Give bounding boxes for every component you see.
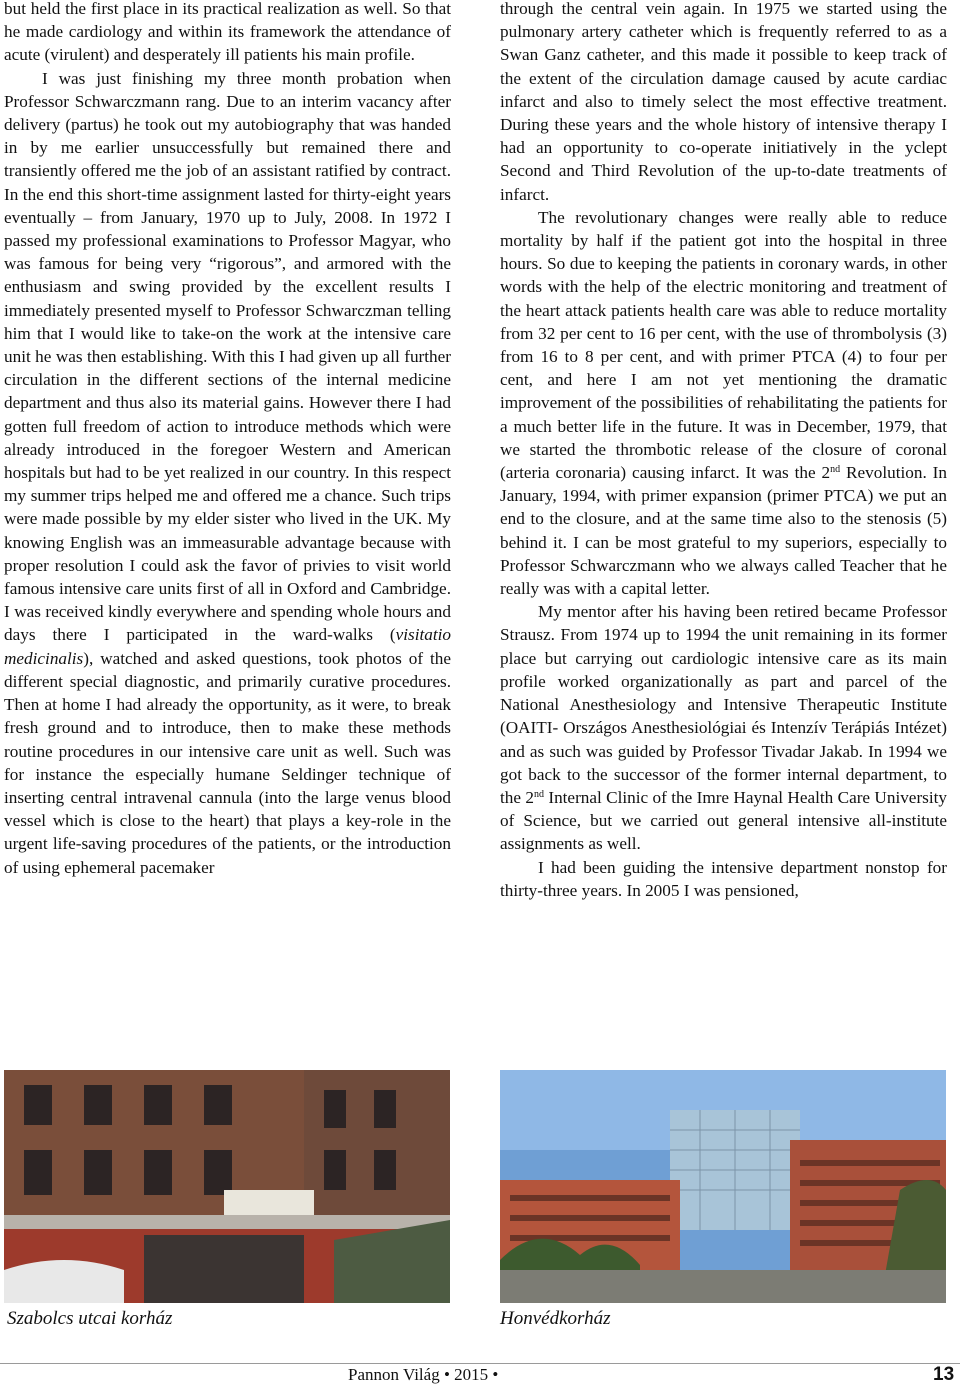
- paragraph-text: My mentor after his having been retired became Professor Strausz. From 1974 up to 1994 the unit remaining in its former place but carrying out cardiologic intensive care as its main profile worked organizationally as part and parcel of the National Anesthesiology and Intensive Therapeutic Institute (OAITI- Országos Anesthesiológiai és Intenzív Terápiás Intézet) and as such was guided by Professor Tivadar Jakab. In 1994 we got back to the successor of the former internal department, to the 2: [500, 602, 947, 807]
- paragraph: [500, 206, 947, 600]
- building-illustration: [500, 1070, 946, 1303]
- paragraph: through the central vein again. In 1975 we started using the pulmonary artery catheter which is frequently referred to as a Swan Ganz catheter, and this made it possible to keep track of the extent of the circulation damage caused by acute cardiac infarct and also to timely select the most effective treatment. During these years and the whole history of intensive therapy I had an opportunity to co-operate initiatively in the yclept Second and Third Revolution of the up-to-date treatments of infarct.: [500, 0, 947, 204]
- photo-caption: Honvédkorház: [500, 1308, 611, 1329]
- paragraph-text: ), watched and asked questions, took photos of the different special diagnostic, and primarily curative procedures. Then at home I had already the opportunity, as it were, to break fresh ground and to introduce, then to make these methods routine procedures in our intensive care unit as well. Such was for instance the especially humane Seldinger technique of inserting central intravenal cannula (into the large venus blood vessel which is close to the heart) that plays a key-role in the urgent life-saving procedures of the patients, or the introduction of using ephemeral pacemaker: [4, 648, 451, 877]
- paragraph: I had been guiding the intensive department nonstop for thirty-three years. In 2005 I was pensioned,: [500, 857, 947, 900]
- paragraph: [4, 67, 451, 879]
- paragraph: [500, 600, 947, 855]
- footer-divider: [0, 1363, 960, 1364]
- paragraph-text: I was just finishing my three month probation when Professor Schwarczmann rang. Due to an interim vacancy after delivery (partus) he took out my autobiography that was handed in by me earlier unsuccessfully but remained there and transiently offered me the job of an assistant ratified by contract. In the end this short-time assignment lasted for thirty-eight years eventually – from January, 1970 up to July, 2008. In 1972 I passed my professional examinations to Professor Magyar, who was famous for being very “rigorous”, and armored with the enthusiasm and swing provided by the excellent results I immediately presented myself to Professor Schwarczman telling him that I would like to take-on the work at the intensive care unit he was then establishing. With this I had given up all further circulation in the different sections of the internal medicine department and thus also its material gains. However there I had gotten full freedom of action to introduce methods which were already introduced in the foregoer Western and American hospitals but had to be yet realized in our country. In this respect my summer trips helped me and offered me a chance. Such trips were made possible by my elder sister who lived in the UK. My knowing English was an immeasurable advantage because with proper resolution I could ask the favor of privies to visit world famous intensive care units first of all in Oxford and Cambridge. I was received kindly everywhere and spending whole hours and days there I participated in the ward-walks (: [4, 68, 451, 645]
- paragraph: but held the first place in its practical realization as well. So that he made cardiology and within its framework the attendance of acute (virulent) and desperately ill patients his main profile.: [4, 0, 451, 65]
- superscript: nd: [533, 788, 544, 800]
- paragraph-text: Revolution. In January, 1994, with primer expansion (primer PTCA) we put an end to the closure, and at the same time also to the stenosis (5) behind it. I can be most grateful to my superiors, especially to Professor Schwarczmann who we always called Teacher that he really was with a capital letter.: [500, 463, 947, 599]
- left-text-column: [4, 0, 451, 879]
- footer-journal-title: Pannon Világ • 2015 •: [348, 1365, 499, 1384]
- superscript: nd: [830, 464, 841, 476]
- paragraph-text: The revolutionary changes were really able to reduce mortality by half if the patient got into the hospital in three hours. So due to keeping the patients in coronary wards, in other words with the help of the electric monitoring and treatment of the heart attack patients health care was able to reduce mortality from 32 per cent to 16 per cent, with the use of thrombolysis (3) from 16 to 8 per cent, and with primer PTCA (4) to four per cent, and here I am not yet mentioning the dramatic improvement of the possibilities of rehabilitating the patients for a much better life in the future. It was in December, 1979, that we started the thrombotic release of the closure of coronal (arteria coronaria) causing infarct. It was the 2: [500, 207, 947, 483]
- hospital-photo-szabolcs: [4, 1070, 450, 1303]
- latin-term: visitatio medicinalis: [4, 625, 451, 668]
- right-text-column: [500, 0, 947, 902]
- paragraph-text: Internal Clinic of the Imre Haynal Health Care University of Science, but we carried out general intensive all-institute assignments as well.: [500, 787, 947, 854]
- hospital-photo-honved: [500, 1070, 946, 1303]
- building-illustration: [4, 1070, 450, 1303]
- page-number: 13: [933, 1364, 955, 1385]
- photo-caption: Szabolcs utcai korház: [7, 1308, 173, 1329]
